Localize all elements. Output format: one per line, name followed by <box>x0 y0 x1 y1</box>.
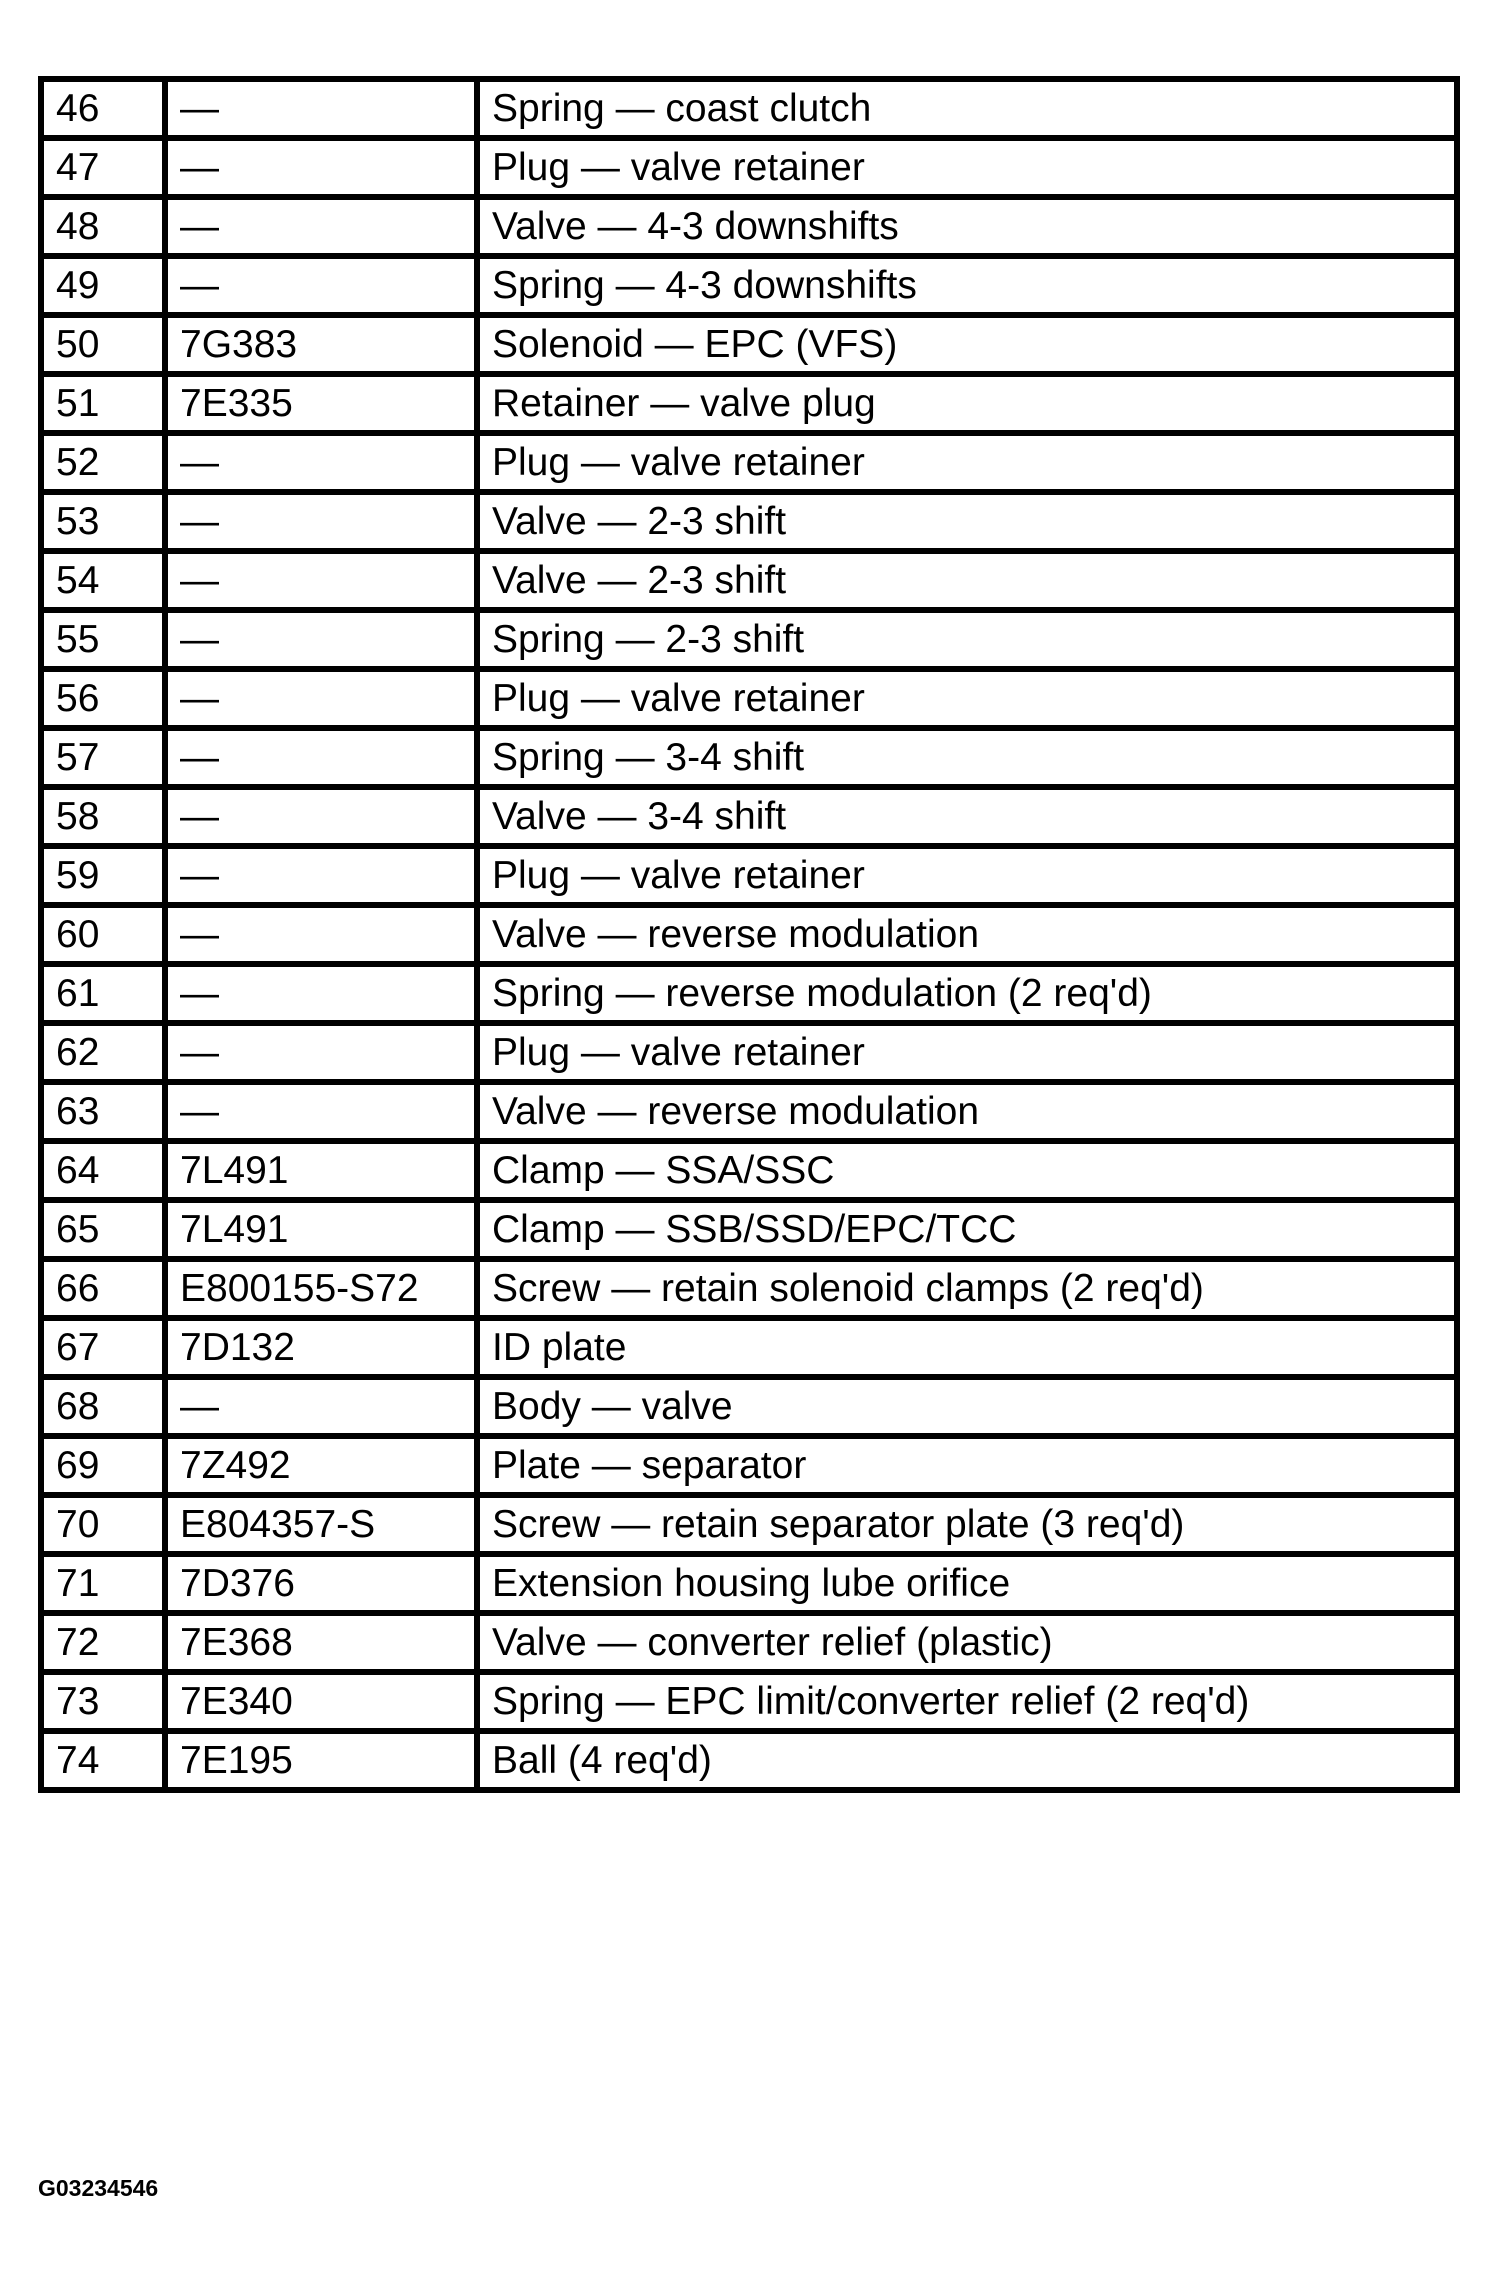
item-number-cell: 65 <box>41 1200 165 1259</box>
item-number-cell: 73 <box>41 1672 165 1731</box>
description-cell: Plate — separator <box>477 1436 1457 1495</box>
table-row <box>41 1436 1457 1495</box>
part-number-cell: — <box>165 964 477 1023</box>
table-row <box>41 551 1457 610</box>
table-row <box>41 1495 1457 1554</box>
item-number-cell: 61 <box>41 964 165 1023</box>
item-number-cell: 64 <box>41 1141 165 1200</box>
part-number-cell: — <box>165 551 477 610</box>
table-row <box>41 374 1457 433</box>
part-number-cell: E800155-S72 <box>165 1259 477 1318</box>
table-row <box>41 1554 1457 1613</box>
description-cell: Plug — valve retainer <box>477 433 1457 492</box>
part-number-cell: — <box>165 492 477 551</box>
description-cell: Plug — valve retainer <box>477 1023 1457 1082</box>
item-number-cell: 53 <box>41 492 165 551</box>
table-row <box>41 315 1457 374</box>
item-number-cell: 56 <box>41 669 165 728</box>
description-cell: Valve — reverse modulation <box>477 1082 1457 1141</box>
description-cell: Valve — 2-3 shift <box>477 492 1457 551</box>
item-number-cell: 70 <box>41 1495 165 1554</box>
description-cell: Valve — 2-3 shift <box>477 551 1457 610</box>
part-number-cell: — <box>165 138 477 197</box>
parts-table-body <box>41 79 1457 1790</box>
part-number-cell: — <box>165 787 477 846</box>
table-row <box>41 787 1457 846</box>
table-row <box>41 79 1457 138</box>
item-number-cell: 72 <box>41 1613 165 1672</box>
description-cell: Clamp — SSB/SSD/EPC/TCC <box>477 1200 1457 1259</box>
part-number-cell: — <box>165 433 477 492</box>
part-number-cell: — <box>165 1023 477 1082</box>
description-cell: Valve — 4-3 downshifts <box>477 197 1457 256</box>
description-cell: Valve — converter relief (plastic) <box>477 1613 1457 1672</box>
table-row <box>41 256 1457 315</box>
description-cell: Valve — 3-4 shift <box>477 787 1457 846</box>
table-row <box>41 728 1457 787</box>
item-number-cell: 62 <box>41 1023 165 1082</box>
part-number-cell: — <box>165 256 477 315</box>
item-number-cell: 46 <box>41 79 165 138</box>
description-cell: ID plate <box>477 1318 1457 1377</box>
description-cell: Clamp — SSA/SSC <box>477 1141 1457 1200</box>
part-number-cell: 7E335 <box>165 374 477 433</box>
description-cell: Body — valve <box>477 1377 1457 1436</box>
item-number-cell: 52 <box>41 433 165 492</box>
description-cell: Spring — reverse modulation (2 req'd) <box>477 964 1457 1023</box>
item-number-cell: 50 <box>41 315 165 374</box>
description-cell: Screw — retain separator plate (3 req'd) <box>477 1495 1457 1554</box>
item-number-cell: 59 <box>41 846 165 905</box>
part-number-cell: 7Z492 <box>165 1436 477 1495</box>
item-number-cell: 55 <box>41 610 165 669</box>
part-number-cell: — <box>165 610 477 669</box>
item-number-cell: 60 <box>41 905 165 964</box>
part-number-cell: E804357-S <box>165 1495 477 1554</box>
item-number-cell: 74 <box>41 1731 165 1790</box>
table-row <box>41 197 1457 256</box>
table-row <box>41 1613 1457 1672</box>
description-cell: Spring — 4-3 downshifts <box>477 256 1457 315</box>
table-row <box>41 1731 1457 1790</box>
item-number-cell: 57 <box>41 728 165 787</box>
item-number-cell: 58 <box>41 787 165 846</box>
table-row <box>41 905 1457 964</box>
table-row <box>41 138 1457 197</box>
description-cell: Retainer — valve plug <box>477 374 1457 433</box>
item-number-cell: 68 <box>41 1377 165 1436</box>
part-number-cell: — <box>165 728 477 787</box>
table-row <box>41 433 1457 492</box>
part-number-cell: 7E368 <box>165 1613 477 1672</box>
item-number-cell: 51 <box>41 374 165 433</box>
item-number-cell: 63 <box>41 1082 165 1141</box>
table-row <box>41 1672 1457 1731</box>
table-row <box>41 1200 1457 1259</box>
parts-table <box>38 76 1460 1793</box>
part-number-cell: — <box>165 1377 477 1436</box>
description-cell: Ball (4 req'd) <box>477 1731 1457 1790</box>
table-row <box>41 1082 1457 1141</box>
table-row <box>41 669 1457 728</box>
description-cell: Screw — retain solenoid clamps (2 req'd) <box>477 1259 1457 1318</box>
part-number-cell: 7G383 <box>165 315 477 374</box>
part-number-cell: — <box>165 197 477 256</box>
description-cell: Extension housing lube orifice <box>477 1554 1457 1613</box>
table-row <box>41 1259 1457 1318</box>
part-number-cell: 7E195 <box>165 1731 477 1790</box>
table-row <box>41 610 1457 669</box>
item-number-cell: 67 <box>41 1318 165 1377</box>
description-cell: Spring — 2-3 shift <box>477 610 1457 669</box>
figure-id: G03234546 <box>38 2175 159 2201</box>
description-cell: Spring — 3-4 shift <box>477 728 1457 787</box>
item-number-cell: 48 <box>41 197 165 256</box>
part-number-cell: — <box>165 846 477 905</box>
table-row <box>41 846 1457 905</box>
item-number-cell: 54 <box>41 551 165 610</box>
table-row <box>41 492 1457 551</box>
part-number-cell: 7D132 <box>165 1318 477 1377</box>
item-number-cell: 71 <box>41 1554 165 1613</box>
table-row <box>41 1141 1457 1200</box>
part-number-cell: — <box>165 1082 477 1141</box>
description-cell: Plug — valve retainer <box>477 669 1457 728</box>
description-cell: Plug — valve retainer <box>477 138 1457 197</box>
item-number-cell: 47 <box>41 138 165 197</box>
table-row <box>41 964 1457 1023</box>
description-cell: Solenoid — EPC (VFS) <box>477 315 1457 374</box>
part-number-cell: 7D376 <box>165 1554 477 1613</box>
description-cell: Spring — coast clutch <box>477 79 1457 138</box>
part-number-cell: — <box>165 669 477 728</box>
part-number-cell: — <box>165 905 477 964</box>
part-number-cell: 7E340 <box>165 1672 477 1731</box>
item-number-cell: 66 <box>41 1259 165 1318</box>
item-number-cell: 69 <box>41 1436 165 1495</box>
item-number-cell: 49 <box>41 256 165 315</box>
description-cell: Plug — valve retainer <box>477 846 1457 905</box>
description-cell: Valve — reverse modulation <box>477 905 1457 964</box>
part-number-cell: 7L491 <box>165 1200 477 1259</box>
part-number-cell: 7L491 <box>165 1141 477 1200</box>
table-row <box>41 1377 1457 1436</box>
table-row <box>41 1318 1457 1377</box>
description-cell: Spring — EPC limit/converter relief (2 req'd) <box>477 1672 1457 1731</box>
table-row <box>41 1023 1457 1082</box>
part-number-cell: — <box>165 79 477 138</box>
